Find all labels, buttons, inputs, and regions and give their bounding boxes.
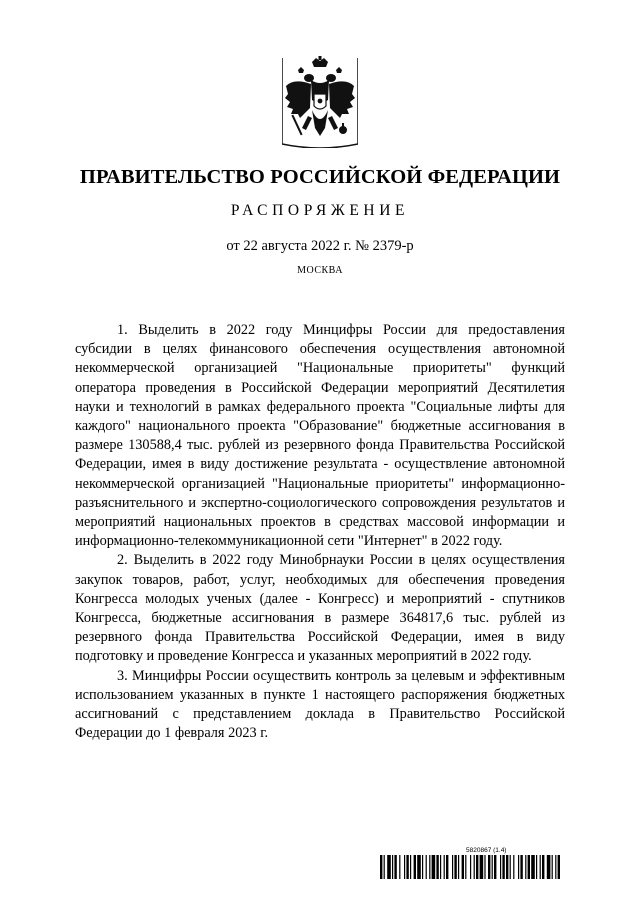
document-date-number: от 22 августа 2022 г. № 2379-р xyxy=(226,238,414,254)
paragraph-3: 3. Минцифры России осуществить контроль за целевым и эффективным использованием указанных в пункте 1 настоящего распоряжения бюджетных ассигнований с представлением доклада в Правительство Российской Федерации до 1 февраля 2023 г. xyxy=(75,667,565,742)
barcode-icon xyxy=(380,855,608,879)
paragraph-1: 1. Выделить в 2022 году Минцифры России для предоставления субсидии в целях финансового обеспечения осуществления автономной некоммерческой организацией "Национальные приоритеты" функций оператора проведения в Российской Федерации мероприятий Десятилетия науки и технологий в рамках федерального проекта "Социальные лифты для каждого" национального проекта "Образование" бюджетные ассигнования в размере 130588,4 тыс. рублей из резервного фонда Правительства Российской Федерации, имея в виду достижение результата - осуществление автономной некоммерческой организацией "Национальные приоритеты" информационно-разъяснительного и экспертно-социологического сопровождения результатов и мероприятий национальных проектов в средствах массовой информации и информационно-телекоммуникационной сети "Интернет" в 2022 году. xyxy=(75,322,565,550)
paragraph-2: 2. Выделить в 2022 году Минобрнауки России в целях осуществления закупок товаров, работ, услуг, необходимых для обеспечения проведения Конгресса молодых ученых (далее - Конгресс) и мероприятий - спутников Конгресса, бюджетные ассигнования в размере 364817,6 тыс. рублей из резервного фонда Правительства Российской Федерации, имея в виду подготовку и проведение Конгресса и указанных мероприятий в 2022 году. xyxy=(75,552,565,665)
government-title: ПРАВИТЕЛЬСТВО РОССИЙСКОЙ ФЕДЕРАЦИИ xyxy=(79,166,561,188)
document-body xyxy=(75,321,565,743)
barcode-caption: 5820867 (1.4) xyxy=(466,847,507,854)
document-city: МОСКВА xyxy=(297,265,343,276)
russian-coat-of-arms-icon xyxy=(282,56,358,148)
document-type-heading: РАСПОРЯЖЕНИЕ xyxy=(230,202,410,219)
